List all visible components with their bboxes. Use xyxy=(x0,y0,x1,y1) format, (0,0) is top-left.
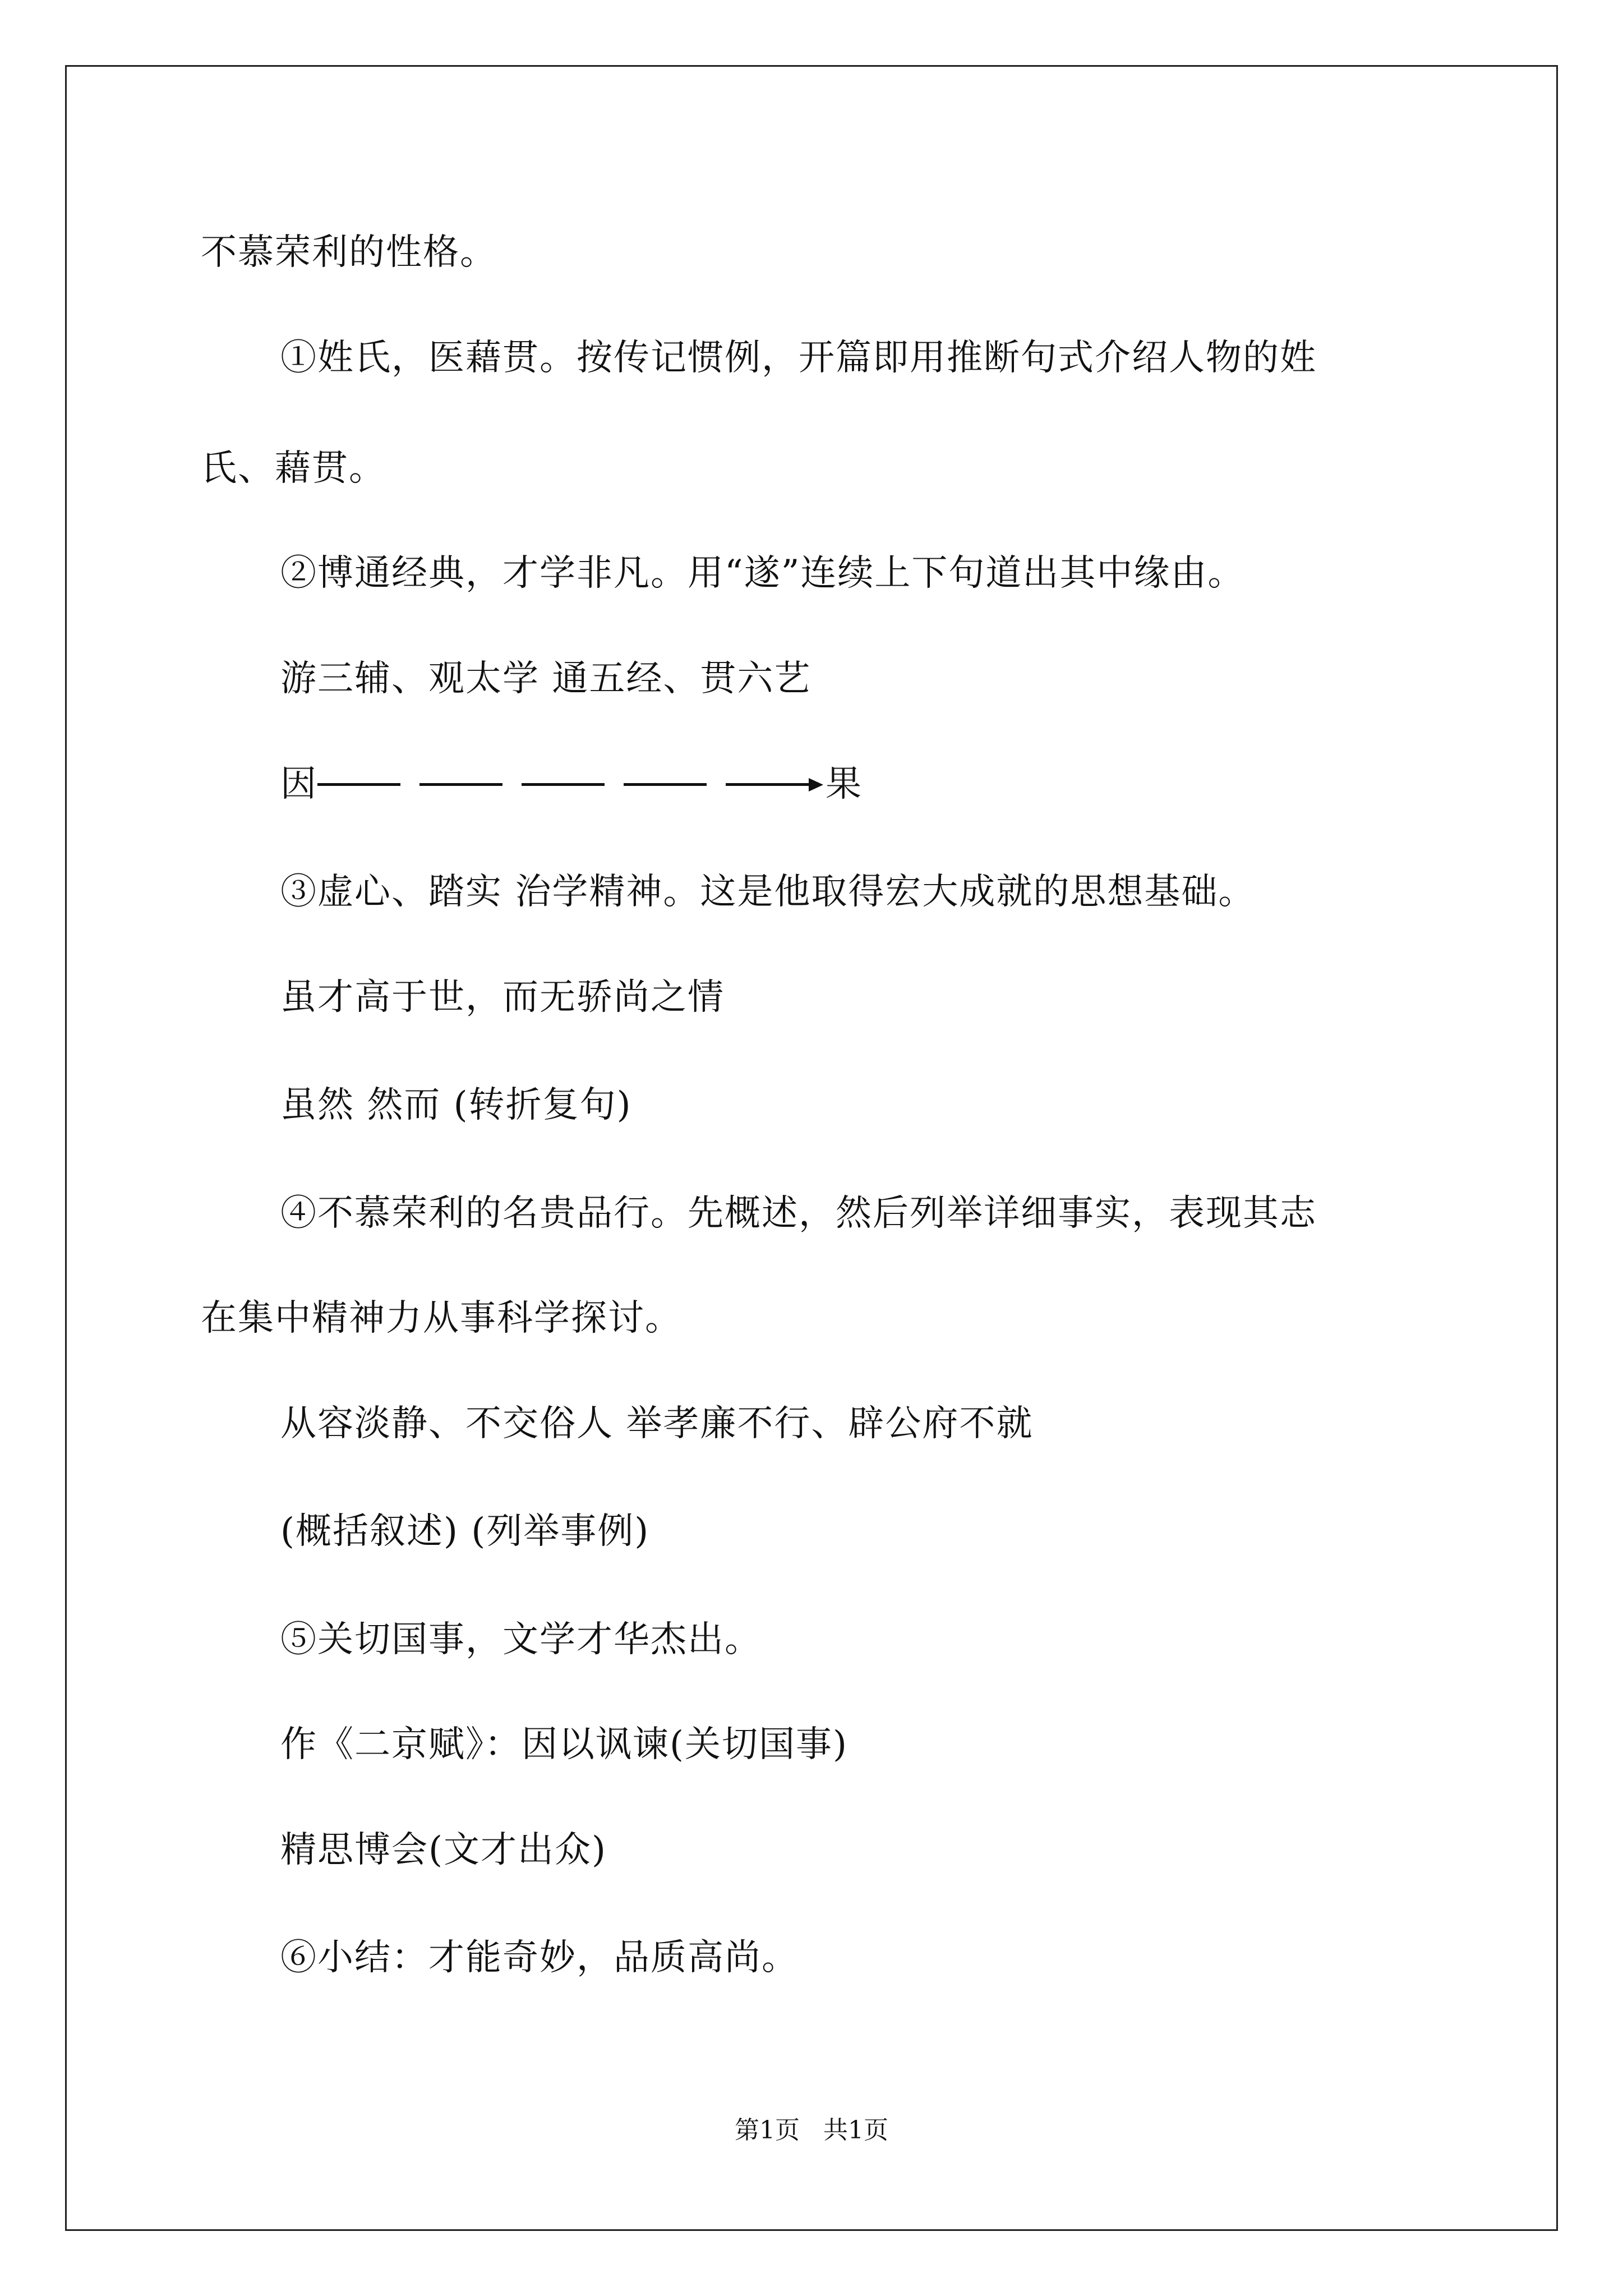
cause-effect-line xyxy=(280,762,863,807)
connector-dash xyxy=(317,783,400,786)
page-border xyxy=(65,65,1558,2231)
text-line: ④不慕荣利的名贵品行。先概述，然后列举详细事实，表现其志 xyxy=(280,1193,1317,1234)
text-line: ②博通经典，才学非凡。用“遂”连续上下句道出其中缘由。 xyxy=(280,553,1245,594)
connector-dash xyxy=(624,783,707,786)
cause-label: 因 xyxy=(280,763,317,805)
page-total: 共1页 xyxy=(823,2116,888,2145)
text-line: 虽才高于世，而无骄尚之情 xyxy=(280,977,725,1018)
connector-dash xyxy=(726,783,809,786)
arrow-right-icon xyxy=(809,778,823,792)
page-number: 第1页 xyxy=(735,2116,800,2145)
page-footer xyxy=(0,2115,1623,2146)
text-line: 虽然 然而 (转折复句) xyxy=(280,1084,632,1126)
text-line: 不慕荣利的性格。 xyxy=(201,232,497,273)
effect-label: 果 xyxy=(826,763,863,805)
text-line: 游三辅、观太学 通五经、贯六艺 xyxy=(280,658,811,700)
text-line: ⑤关切国事，文学才华杰出。 xyxy=(280,1619,762,1660)
text-line: ①姓氏，医藉贯。按传记惯例，开篇即用推断句式介绍人物的姓 xyxy=(280,337,1317,379)
text-line: 精思博会(文才出众) xyxy=(280,1829,607,1871)
text-line: 从容淡静、不交俗人 举孝廉不行、辟公府不就 xyxy=(280,1403,1034,1444)
text-line: ⑥小结：才能奇妙，品质高尚。 xyxy=(280,1937,799,1978)
text-line: (概括叙述) (列举事例) xyxy=(280,1511,650,1552)
text-line: 氏、藉贯。 xyxy=(201,448,386,489)
text-line: ③虚心、踏实 治学精神。这是他取得宏大成就的思想基础。 xyxy=(280,871,1256,913)
connector-dash xyxy=(522,783,605,786)
text-line: 作《二京赋》：因以讽谏(关切国事) xyxy=(280,1724,848,1765)
text-line: 在集中精神力从事科学探讨。 xyxy=(201,1297,682,1339)
connector-dash xyxy=(419,783,502,786)
